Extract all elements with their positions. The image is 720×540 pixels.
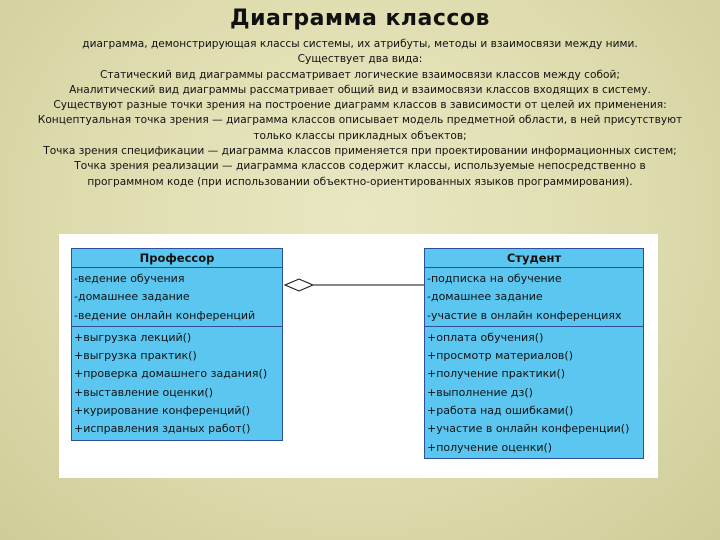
text-line: Существует два вида: [297,53,423,66]
method: +получение практики() [427,367,566,381]
method: +работа над ошибками() [427,404,574,418]
method: +просмотр материалов() [427,349,573,363]
text-line: Точка зрения спецификации — диаграмма классов применяется при проектировании информационных систем; [43,145,677,158]
text-line: программном коде (при использовании объектно-ориентированных языков программирования). [87,175,633,188]
text-line: только классы прикладных объектов; [253,129,467,142]
attribute: -ведение обучения [74,272,185,285]
method: +участие в онлайн конференции() [427,422,630,436]
page-title: Диаграмма классов [230,6,490,31]
aggregation-diamond [285,279,313,291]
method: +курирование конференций() [74,404,251,418]
attribute: -домашнее задание [74,290,190,304]
method: +оплата обучения() [427,330,544,344]
class-name: Студент [425,249,643,268]
text-line: диаграмма, демонстрирующая классы системы, их атрибуты, методы и взаимосвязи между ними. [82,38,638,50]
method: +выгрузка практик() [74,349,197,363]
method: +получение оценки() [427,440,553,454]
attribute: -домашнее задание [427,290,543,304]
class-name: Профессор [72,249,282,268]
text-line: Существуют разные точки зрения на построение диаграмм классов в зависимости от целей их применения: [53,99,667,112]
text-line: Аналитический вид диаграммы рассматривает общий вид и взаимосвязи классов входящих в систему. [69,83,651,96]
attribute: -подписка на обучение [427,272,562,285]
method: +проверка домашнего задания() [74,367,268,381]
methods-section [72,327,282,440]
text-line: Статический вид диаграммы рассматривает логические взаимосвязи классов между собой; [100,68,620,81]
method: +выполнение дз() [427,385,533,399]
attributes-section [425,268,643,327]
attribute: -ведение онлайн конференций [74,308,256,322]
attributes-section [72,268,282,327]
class-student [424,248,644,459]
text-line: Точка зрения реализации — диаграмма классов содержит классы, используемые непосредственно в [74,160,646,173]
class-professor [71,248,283,441]
methods-section [425,327,643,458]
description-text [6,37,714,190]
text-line: Концептуальная точка зрения — диаграмма классов описывает модель предметной области, в ней присутствуют [37,114,683,127]
method: +выгрузка лекций() [74,330,192,344]
method: +выставление оценки() [74,385,214,399]
attribute: -участие в онлайн конференциях [427,308,622,322]
method: +исправления зданых работ() [74,422,251,436]
uml-diagram [59,234,658,478]
